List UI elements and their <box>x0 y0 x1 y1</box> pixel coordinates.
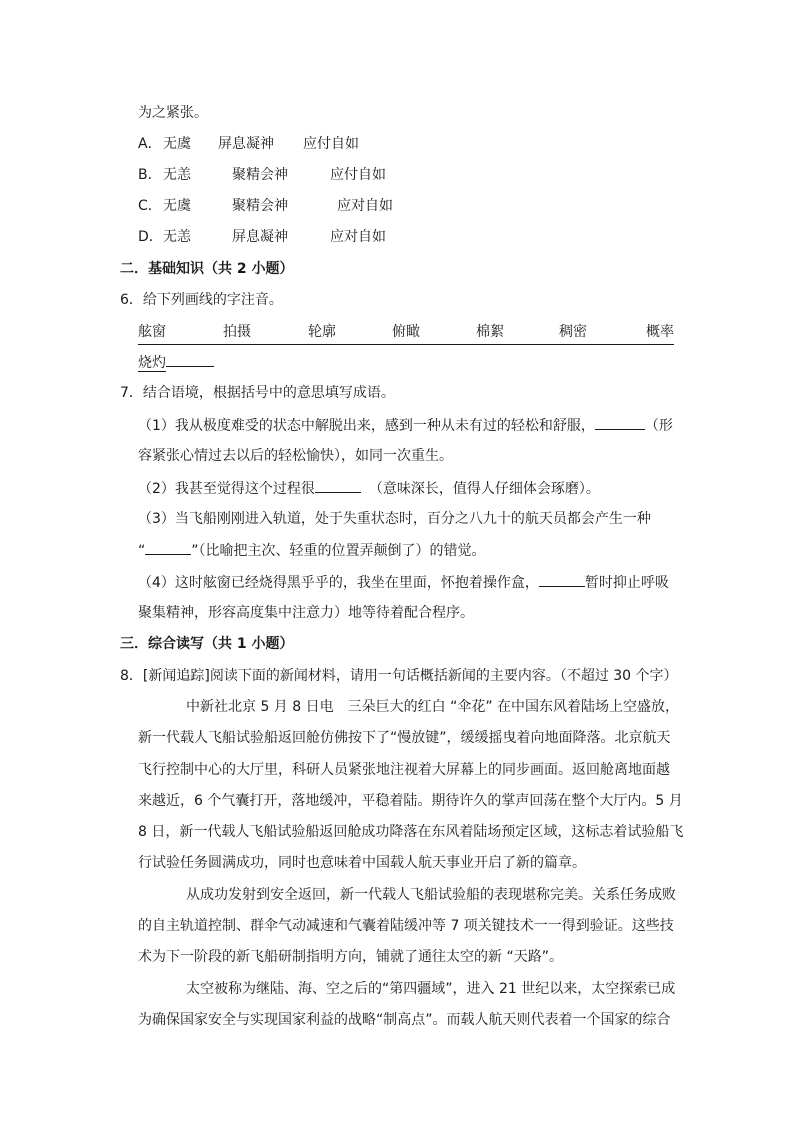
q6-word: 轮廓 <box>308 324 336 340</box>
option-word-1: 无恙 <box>163 167 191 183</box>
news-line: 为确保国家安全与实现国家利益的战略“制高点”。而载人航天则代表着一个国家的综合 <box>138 1012 671 1028</box>
q7-text: （2）我甚至觉得这个过程很 <box>138 481 315 497</box>
option-word-2: 聚精会神 <box>232 167 288 183</box>
answer-blank[interactable] <box>539 572 585 587</box>
option-letter: A． <box>138 136 162 152</box>
q7-text-line: 聚集精神，形容高度集中注意力）地等待着配合程序。 <box>138 605 474 621</box>
q7-text: （1）我从极度难受的状态中解脱出来，感到一种从未有过的轻松和舒服， <box>138 418 595 434</box>
q6-stem: 6．给下列画线的字注音。 <box>120 292 283 308</box>
news-line: 新一代载人飞船试验船返回舱仿佛按下了“慢放键”，缓缓摇曳着向地面降落。北京航天 <box>138 730 671 746</box>
q6-word-row <box>138 322 674 345</box>
q7-part-3-cont <box>138 540 486 561</box>
section-3-title: 三．综合读写（共 1 小题） <box>120 636 294 652</box>
q6-last-word-line <box>138 352 214 373</box>
option-letter: C． <box>138 198 162 214</box>
option-word-1: 无虞 <box>163 198 191 214</box>
q5-tail: 为之紧张。 <box>138 105 208 121</box>
answer-blank[interactable] <box>166 352 214 367</box>
option-word-1: 无恙 <box>163 229 191 245</box>
news-line: 太空被称为继陆、海、空之后的“第四疆域”，进入 21 世纪以来，太空探索已成 <box>186 981 676 997</box>
answer-blank[interactable] <box>595 415 645 430</box>
option-word-2: 聚精会神 <box>232 198 288 214</box>
section-2-title: 二．基础知识（共 2 小题） <box>120 261 294 277</box>
news-line: 来越近，6 个气囊打开，落地缓冲，平稳着陆。期待许久的掌声回荡在整个大厅内。5 月 <box>138 793 683 809</box>
q7-text: （4）这时舷窗已经烧得黑乎乎的，我坐在里面，怀抱着操作盒， <box>138 575 539 591</box>
q7-text: ”（比喻把主次、轻重的位置弄颠倒了）的错觉。 <box>191 543 486 559</box>
q6-word: 拍摄 <box>223 324 251 340</box>
option-letter: B． <box>138 167 162 183</box>
q8-stem: 8．[新闻追踪]阅读下面的新闻材料，请用一句话概括新闻的主要内容。（不超过 30 个字） <box>120 668 678 684</box>
q7-part-3: （3）当飞船刚刚进入轨道，处于失重状态时，百分之八九十的航天员都会产生一种 <box>138 511 651 527</box>
q6-word: 烧灼 <box>138 355 166 371</box>
option-word-2: 屏息凝神 <box>218 136 274 152</box>
answer-blank[interactable] <box>315 478 361 493</box>
q6-word: 棉絮 <box>476 324 504 340</box>
news-line: 的自主轨道控制、群伞气动减速和气囊着陆缓冲等 7 项关键技术一一得到验证。这些技 <box>138 918 674 934</box>
q7-text: 暂时抑止呼吸 <box>584 575 669 591</box>
option-word-3: 应付自如 <box>330 167 386 183</box>
news-line: 中新社北京 5 月 8 日电 三朵巨大的红白 “伞花” 在中国东风着陆场上空盛放， <box>186 699 680 715</box>
q7-part-4 <box>138 572 669 593</box>
option-word-1: 无虞 <box>163 136 191 152</box>
news-line: 从成功发射到安全返回，新一代载人飞船试验船的表现堪称完美。关系任务成败 <box>186 887 676 903</box>
option-word-3: 应付自如 <box>303 136 359 152</box>
q7-part-2 <box>138 478 600 499</box>
q6-word: 舷窗 <box>138 324 166 340</box>
q7-text-line: 容紧张心情过去以后的轻松愉快），如同一次重生。 <box>138 448 453 464</box>
q7-text: （意味深长，值得人仔细体会琢磨）。 <box>368 481 600 497</box>
answer-blank[interactable] <box>145 540 191 555</box>
q7-text: “ <box>138 543 146 559</box>
news-line: 术为下一阶段的新飞船研制指明方向，铺就了通往太空的新 “天路”。 <box>138 949 563 965</box>
q6-word: 概率 <box>646 324 674 340</box>
option-word-3: 应对自如 <box>337 198 393 214</box>
q7-part-1 <box>138 415 673 436</box>
option-word-3: 应对自如 <box>330 229 386 245</box>
option-word-2: 屏息凝神 <box>232 229 288 245</box>
news-line: 8 日，新一代载人飞船试验船返回舱成功降落在东风着陆场预定区域，这标志着试验船飞 <box>138 824 684 840</box>
q7-stem: 7．结合语境，根据括号中的意思填写成语。 <box>120 385 395 401</box>
q6-word: 稠密 <box>559 324 587 340</box>
q7-text: （形 <box>644 418 673 434</box>
option-letter: D． <box>138 229 163 245</box>
news-line: 行试验任务圆满成功，同时也意味着中国载人航天事业开启了新的篇章。 <box>138 855 586 871</box>
q6-word: 俯瞰 <box>392 324 420 340</box>
news-line: 飞行控制中心的大厅里，科研人员紧张地注视着大屏幕上的同步画面。返回舱离地面越 <box>138 762 670 778</box>
